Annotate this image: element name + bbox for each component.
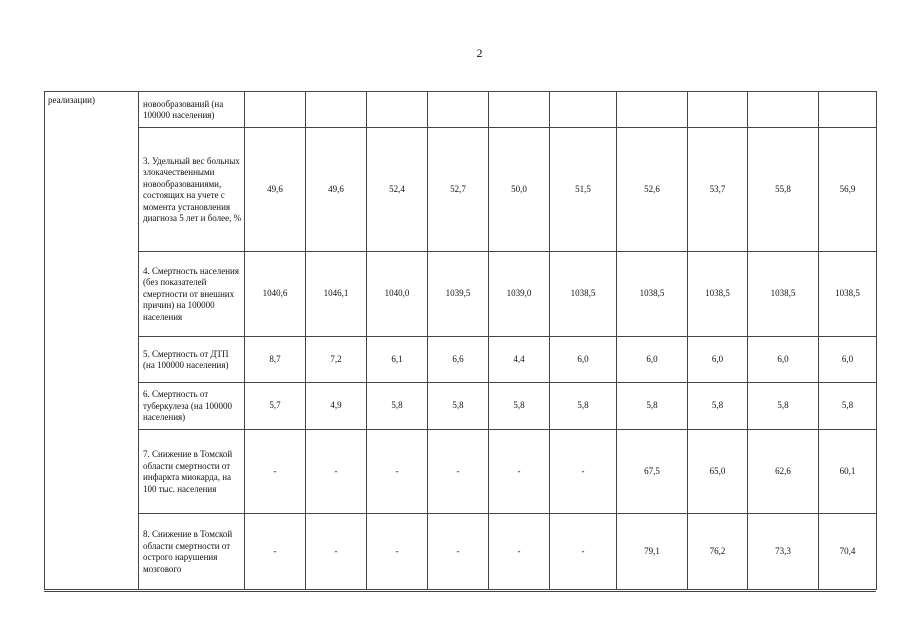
value-cell: -	[489, 430, 550, 514]
value-cell	[245, 92, 306, 128]
value-cell	[617, 92, 688, 128]
value-cell: 5,8	[367, 383, 428, 430]
indicators-table	[44, 91, 877, 590]
value-cell: 1039,5	[428, 252, 489, 337]
value-cell: 62,6	[748, 430, 819, 514]
indicator-label: 4. Смертность населения (без показателей смертности от внешних причин) на 100000 населения	[139, 252, 245, 337]
value-cell: 4,9	[306, 383, 367, 430]
value-cell	[306, 92, 367, 128]
value-cell: 1038,5	[550, 252, 617, 337]
value-cell: 6,6	[428, 337, 489, 383]
value-cell: -	[306, 430, 367, 514]
value-cell: -	[245, 514, 306, 590]
indicator-label: 7. Снижение в Томской области смертности от инфаркта миокарда, на 100 тыс. населения	[139, 430, 245, 514]
page-bottom-margin	[0, 592, 905, 640]
value-cell: -	[428, 514, 489, 590]
value-cell: 1038,5	[617, 252, 688, 337]
value-cell: 5,8	[617, 383, 688, 430]
indicator-label: 5. Смертность от ДТП (на 100000 населения)	[139, 337, 245, 383]
table-row	[45, 252, 877, 337]
value-cell: 50,0	[489, 128, 550, 252]
value-cell: 60,1	[819, 430, 877, 514]
table-row	[45, 92, 877, 128]
value-cell: 53,7	[688, 128, 748, 252]
value-cell: 6,0	[819, 337, 877, 383]
indicator-label: 8. Снижение в Томской области смертности от острого нарушения мозгового	[139, 514, 245, 590]
value-cell: 5,8	[550, 383, 617, 430]
value-cell	[367, 92, 428, 128]
value-cell: 8,7	[245, 337, 306, 383]
value-cell: 5,8	[748, 383, 819, 430]
value-cell: 6,0	[748, 337, 819, 383]
value-cell: -	[245, 430, 306, 514]
value-cell	[819, 92, 877, 128]
value-cell: 1039,0	[489, 252, 550, 337]
value-cell: 6,0	[688, 337, 748, 383]
value-cell: 56,9	[819, 128, 877, 252]
value-cell: 5,8	[428, 383, 489, 430]
value-cell: 4,4	[489, 337, 550, 383]
value-cell: -	[367, 430, 428, 514]
value-cell: 76,2	[688, 514, 748, 590]
value-cell: 1040,6	[245, 252, 306, 337]
value-cell: -	[550, 430, 617, 514]
indicator-label: новообразований (на 100000 населения)	[139, 92, 245, 128]
value-cell: 6,0	[550, 337, 617, 383]
value-cell: 73,3	[748, 514, 819, 590]
value-cell: 67,5	[617, 430, 688, 514]
table-bottom-border	[44, 591, 876, 592]
value-cell: 6,0	[617, 337, 688, 383]
indicator-label: 3. Удельный вес больных злокачественными новообразованиями, состоящих на учете с момента установления диагноза 5 лет и более, %	[139, 128, 245, 252]
value-cell: 1046,1	[306, 252, 367, 337]
value-cell: 65,0	[688, 430, 748, 514]
value-cell	[550, 92, 617, 128]
table-row	[45, 430, 877, 514]
value-cell: 1038,5	[748, 252, 819, 337]
value-cell: 5,7	[245, 383, 306, 430]
value-cell: 52,4	[367, 128, 428, 252]
value-cell: 1038,5	[688, 252, 748, 337]
value-cell: -	[489, 514, 550, 590]
value-cell	[688, 92, 748, 128]
value-cell: 52,7	[428, 128, 489, 252]
value-cell: 5,8	[819, 383, 877, 430]
value-cell: 52,6	[617, 128, 688, 252]
value-cell: 70,4	[819, 514, 877, 590]
table-row	[45, 514, 877, 590]
value-cell: -	[306, 514, 367, 590]
value-cell	[748, 92, 819, 128]
page-number: 2	[476, 46, 483, 60]
value-cell: 5,8	[489, 383, 550, 430]
value-cell: -	[428, 430, 489, 514]
value-cell	[489, 92, 550, 128]
value-cell: -	[550, 514, 617, 590]
value-cell: 1040,0	[367, 252, 428, 337]
first-column-cell: реализации)	[45, 92, 139, 590]
value-cell: 51,5	[550, 128, 617, 252]
value-cell: 7,2	[306, 337, 367, 383]
value-cell: 1038,5	[819, 252, 877, 337]
value-cell: 55,8	[748, 128, 819, 252]
table-row	[45, 128, 877, 252]
table-row	[45, 337, 877, 383]
value-cell	[428, 92, 489, 128]
value-cell: 79,1	[617, 514, 688, 590]
value-cell: 49,6	[245, 128, 306, 252]
value-cell: 6,1	[367, 337, 428, 383]
table-row	[45, 383, 877, 430]
value-cell: 5,8	[688, 383, 748, 430]
value-cell: -	[367, 514, 428, 590]
indicator-label: 6. Смертность от туберкулеза (на 100000 населения)	[139, 383, 245, 430]
value-cell: 49,6	[306, 128, 367, 252]
